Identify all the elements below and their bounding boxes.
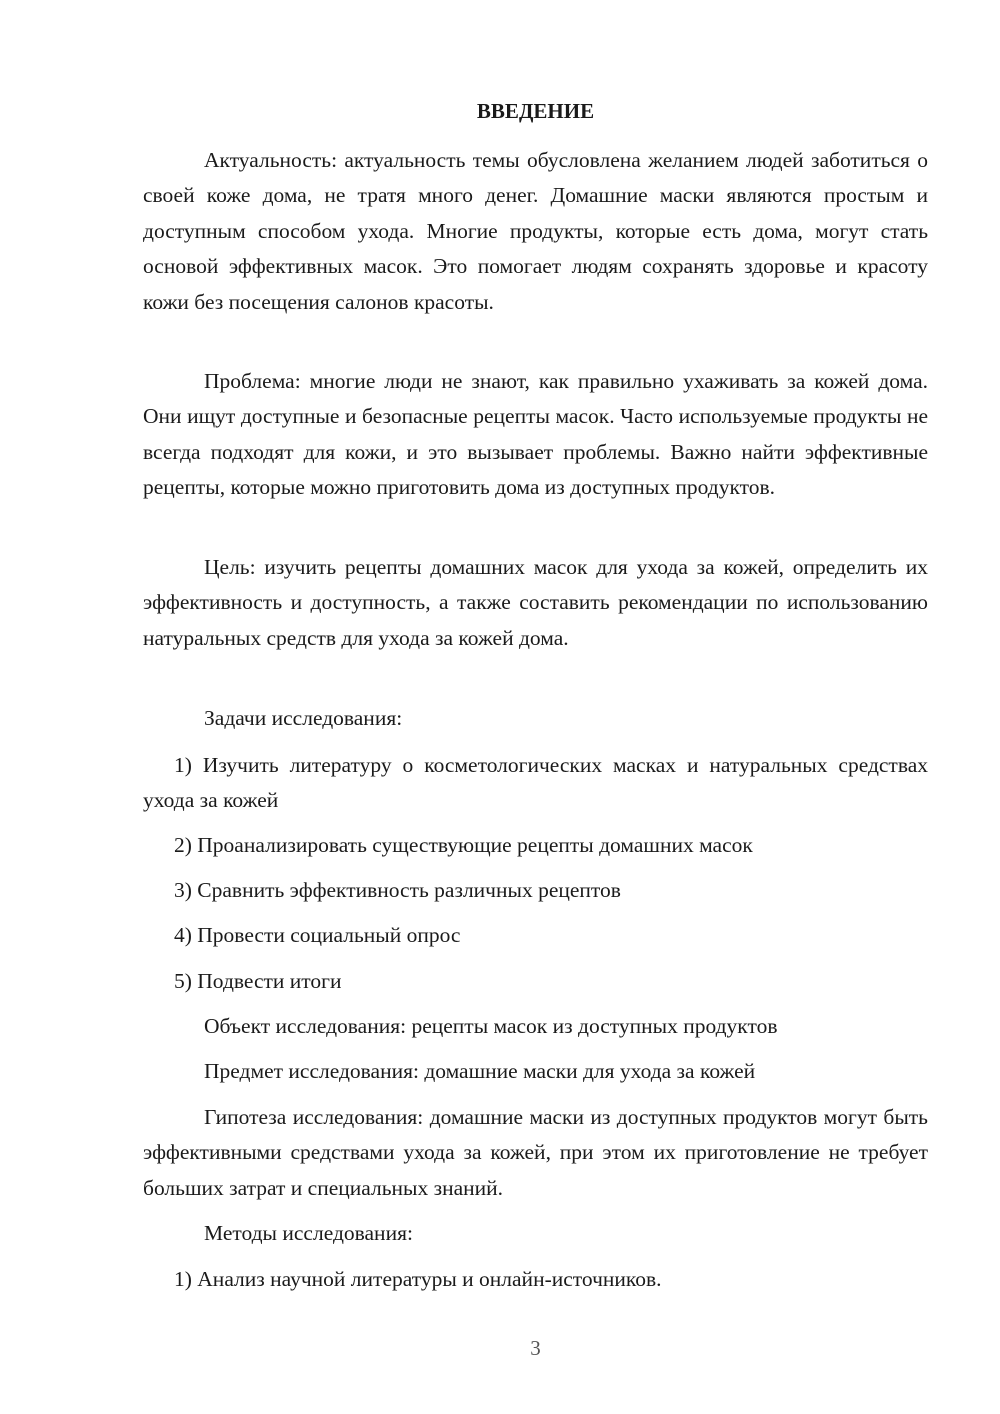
task-item-2: 2) Проанализировать существующие рецепты домашних масок [174, 833, 753, 857]
task-item-5: 5) Подвести итоги [174, 969, 342, 993]
goal-paragraph: Цель: изучить рецепты домашних масок для ухода за кожей, определить их эффективность и доступность, а также составить рекомендации по использованию натуральных средств для ухода за кожей дома. [143, 555, 928, 650]
task-item-4: 4) Провести социальный опрос [174, 923, 461, 947]
document-page [143, 0, 928, 1414]
object-paragraph: Объект исследования: рецепты масок из доступных продуктов [204, 1014, 778, 1038]
section-heading: ВВЕДЕНИЕ [476, 99, 595, 123]
tasks-title: Задачи исследования: [204, 706, 403, 730]
page-number: 3 [530, 1336, 541, 1360]
methods-title: Методы исследования: [204, 1221, 413, 1245]
problem-paragraph: Проблема: многие люди не знают, как правильно ухаживать за кожей дома. Они ищут доступные и безопасные рецепты масок. Часто используемые продукты не всегда подходят для кожи, и это вызывает проблемы. Важно найти эффективные рецепты, которые можно приготовить дома из доступных продуктов. [143, 369, 928, 500]
task-item-1: 1) Изучить литературу о косметологических масках и натуральных средствах ухода за кожей [143, 753, 928, 813]
method-item-1: 1) Анализ научной литературы и онлайн-источников. [174, 1267, 662, 1291]
hypothesis-paragraph: Гипотеза исследования: домашние маски из доступных продуктов могут быть эффективными средствами ухода за кожей, при этом их приготовление не требует больших затрат и специальных знаний. [143, 1105, 928, 1200]
relevance-paragraph: Актуальность: актуальность темы обусловлена желанием людей заботиться о своей коже дома, не тратя много денег. Домашние маски являются простым и доступным способом ухода. Многие продукты, которые есть дома, могут стать основой эффективных масок. Это помогает людям сохранять здоровье и красоту кожи без посещения салонов красоты. [143, 148, 928, 314]
subject-paragraph: Предмет исследования: домашние маски для ухода за кожей [204, 1059, 756, 1083]
task-item-3: 3) Сравнить эффективность различных рецептов [174, 878, 621, 902]
